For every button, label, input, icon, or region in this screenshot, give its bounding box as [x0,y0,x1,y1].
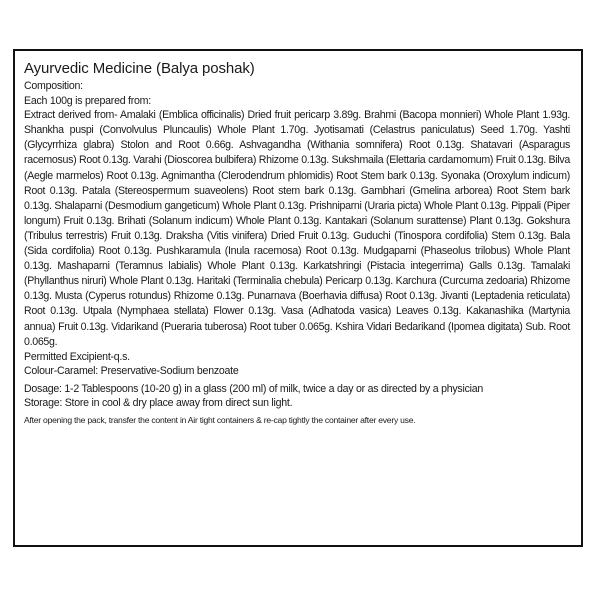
ingredients-label-panel [13,49,583,547]
storage-line: Storage: Store in cool & dry place away from direct sun light. [24,397,293,410]
dosage-line: Dosage: 1-2 Tablespoons (10-20 g) in a glass (200 ml) of milk, twice a day or as directed by a physician [24,382,484,395]
after-opening-note: After opening the pack, transfer the content in Air tight containers & re-cap tightly the container after every use. [24,415,416,426]
each-100g-line: Each 100g is prepared from: [24,94,151,107]
colour-preservative-line: Colour-Caramel: Preservative-Sodium benzoate [24,365,239,378]
composition-heading: Composition: [24,80,83,92]
product-title: Ayurvedic Medicine (Balya poshak) [24,60,255,77]
extract-ingredients-paragraph: Extract derived from- Amalaki (Emblica officinalis) Dried fruit pericarp 3.89g. Brahmi (Bacopa monnieri) Whole Plant 1.93g. Shankha puspi (Convolvulus Pluncaulis) Whole Plant 1.70g. Jyotisamati (Celastrus paniculatus) Seed 1.70g. Yashti (Glycyrrhiza glabra) Stolon and Root 0.66g. Ashvagandha (Withania somnifera) Root 0.13g. Shatavari (Asparagus racemosus) Root 0.13g. Varahi (Dioscorea bulbifera) Rhizome 0.13g. Sukshmaila (Elettaria cardamomum) Fruit 0.13g. Bilva (Aegle marmelos) Root 0.13g. Agnimantha (Clerodendrum phlomidis) Root Stem bark 0.13g. Syonaka (Oroxylum indicum) Root 0.13g. Patala (Stereospermum suaveolens) Root stem bark 0.13g. Gambhari (Gmelina arborea) Root Stem bark 0.13g. Shalaparni (Desmodium gangeticum) Whole Plant 0.13g. Prishniparni (Uraria picta) Whole Plant 0.13g. Pippali (Piper longum) Fruit 0.13g. Brihati (Solanum indicum) Whole Plant 0.13g. Kantakari (Solanum surattense) Plant 0.13g. Gokshura (Tribulus terrestris) Fruit 0.13g. Draksha (Vitis vinifera) Dried Fruit 0.13g. Guduchi (Tinospora cordifolia) Stem 0.13g. Bala (Sida cordifolia) Root 0.13g. Pushkaramula (Inula racemosa) Root 0.13g. Mudgaparni (Phaseolus trilobus) Whole Plant 0.13g. Mashaparni (Teramnus labialis) Whole Plant 0.13g. Karkatshringi (Pistacia integerrima) Galls 0.13g. Tamalaki (Phyllanthus niruri) Whole Plant 0.13g. Haritaki (Terminalia chebula) Pericarp 0.13g. Karchura (Curcuma zedoaria) Rhizome 0.13g. Musta (Cyperus rotundus) Rhizome 0.13g. Punarnava (Boerhavia diffusa) Root 0.13g. Jivanti (Leptadenia reticulata) Root 0.13g. Utpala (Nymphaea stellata) Flower 0.13g. Vasa (Adhatoda vasica) Leaves 0.13g. Kakanashika (Martynia annua) Fruit 0.13g. Vidarikand (Pueraria tuberosa) Root tuber 0.065g. Kshira Vidari Bedarikand (Ipomea digitata) Sub. Root 0.065g. [24,109,570,348]
excipient-line: Permitted Excipient-q.s. [24,350,130,363]
